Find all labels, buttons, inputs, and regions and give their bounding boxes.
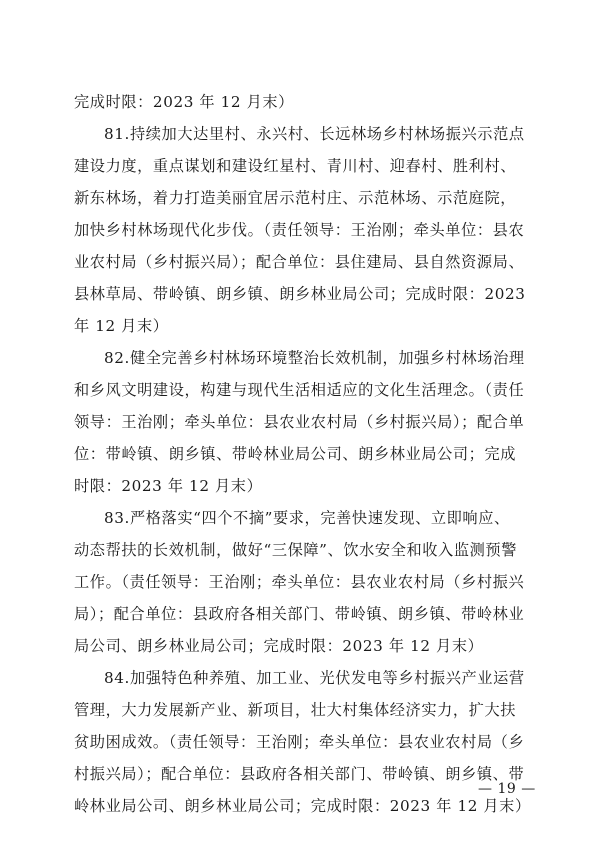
text-line: 建设力度，重点谋划和建设红星村、青川村、迎春村、胜利村、 [74, 157, 517, 175]
text-line: 领导：王治刚；牵头单位：县农业农村局（乡村振兴局）；配合单 [74, 413, 525, 431]
text-line: 岭林业局公司、朗乡林业局公司；完成时限：2023 年 12 月末） [74, 797, 531, 815]
text-line: 业农村局（乡村振兴局）；配合单位：县住建局、县自然资源局、 [74, 253, 525, 271]
text-line: 和乡风文明建设，构建与现代生活相适应的文化生活理念。（责任 [74, 381, 525, 399]
text-line: 贫助困成效。（责任领导：王治刚；牵头单位：县农业农村局（乡 [74, 733, 525, 751]
paragraph-84-first-line: 84.加强特色种养殖、加工业、光伏发电等乡村振兴产业运营 [104, 669, 525, 687]
page-number: — 19 — [478, 781, 536, 797]
text-line: 加快乡村林场现代化步伐。（责任领导：王治刚；牵头单位：县农 [74, 221, 525, 239]
paragraph-82-first-line: 82.健全完善乡村林场环境整治长效机制，加强乡村林场治理 [104, 349, 525, 367]
text-line: 管理，大力发展新产业、新项目，壮大村集体经济实力，扩大扶 [74, 701, 517, 719]
text-line: 工作。（责任领导：王治刚；牵头单位：县农业农村局（乡村振兴 [74, 573, 525, 591]
text-line: 村振兴局）；配合单位：县政府各相关部门、带岭镇、朗乡镇、带 [74, 765, 525, 783]
text-line: 时限：2023 年 12 月末） [74, 477, 263, 495]
text-line: 动态帮扶的长效机制，做好“三保障”、饮水安全和收入监测预警 [74, 541, 517, 559]
paragraph-81-first-line: 81.持续加大达里村、永兴村、长远林场乡村林场振兴示范点 [104, 125, 525, 143]
text-line: 年 12 月末） [74, 317, 169, 335]
text-line: 县林草局、带岭镇、朗乡镇、朗乡林业局公司；完成时限：2023 [74, 285, 526, 303]
text-line: 局）；配合单位：县政府各相关部门、带岭镇、朗乡镇、带岭林业 [74, 605, 525, 623]
text-line: 完成时限：2023 年 12 月末） [74, 93, 294, 111]
paragraph-83-first-line: 83.严格落实“四个不摘”要求，完善快速发现、立即响应、 [104, 509, 510, 527]
text-line: 新东林场，着力打造美丽宜居示范村庄、示范林场、示范庭院， [74, 189, 517, 207]
text-line: 局公司、朗乡林业局公司；完成时限：2023 年 12 月末） [74, 637, 484, 655]
text-line: 位：带岭镇、朗乡镇、带岭林业局公司、朗乡林业局公司；完成 [74, 445, 517, 463]
